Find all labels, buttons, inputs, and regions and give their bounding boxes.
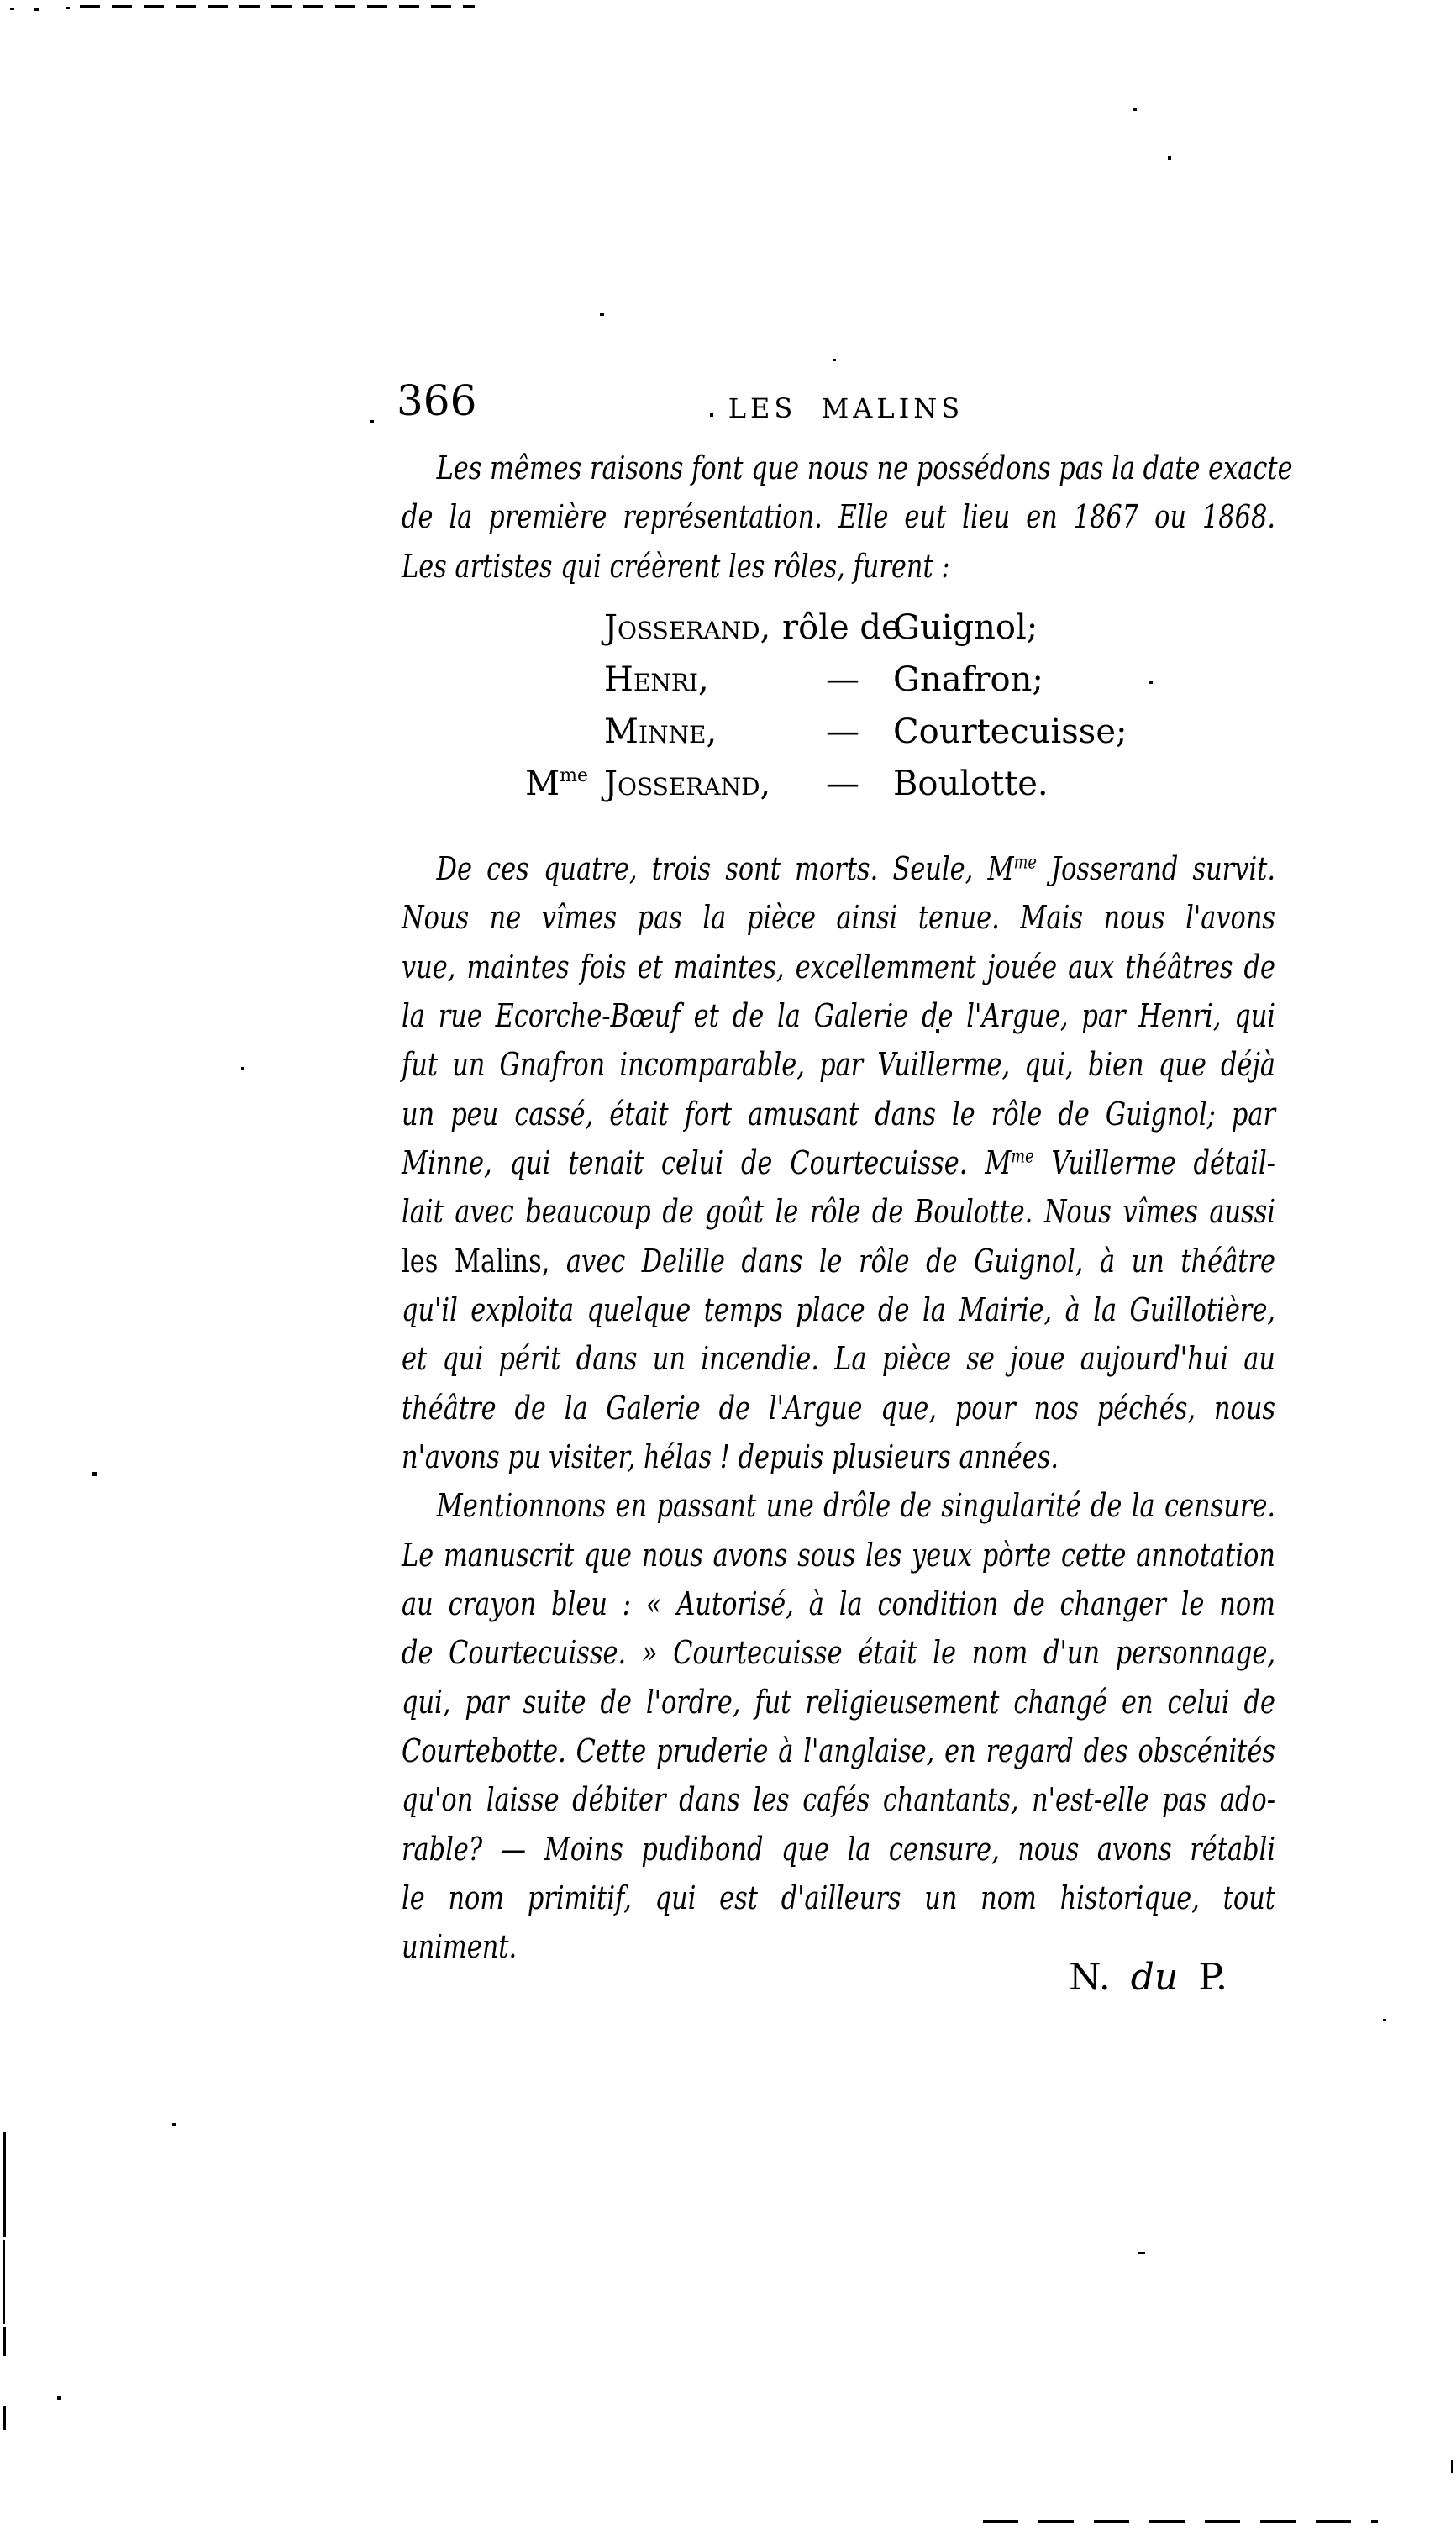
cast-separator: — — [826, 765, 859, 803]
text-line: Mentionnons en passant une drôle de singularité de la censure. — [436, 1487, 1275, 1525]
signature-terminal: P. — [1198, 1956, 1227, 1999]
text-line: qu'on laisse débiter dans les cafés chantants, n'est-elle pas ado- — [402, 1781, 1275, 1819]
cast-prefix — [496, 602, 597, 654]
text-line: Le manuscrit que nous avons sous les yeux pòrte cette annotation — [402, 1536, 1275, 1574]
scan-speck — [600, 313, 604, 316]
text-line: vue, maintes fois et maintes, excellemment jouée aux théâtres de — [402, 948, 1275, 985]
cast-actor: Josserand, — [604, 608, 771, 647]
cast-prefix — [496, 654, 597, 706]
text-line: de Courtecuisse. » Courtecuisse était le nom d'un personnage, — [402, 1634, 1275, 1672]
scan-speck — [34, 8, 39, 11]
scan-speck — [172, 2123, 176, 2126]
cast-prefix: $M^{me}$ — [525, 765, 588, 803]
text-line: n'avons pu visiter, hélas ! depuis plusieurs années. — [402, 1437, 1059, 1475]
scan-speck — [370, 420, 374, 423]
cast-prefix — [496, 706, 597, 758]
text-line: la rue Ecorche-Bœuf et de la Galerie de l'Argue, par Henri, qui — [402, 996, 1275, 1034]
text-line: le nom primitif, qui est d'ailleurs un nom historique, tout — [402, 1879, 1275, 1916]
scan-speck — [833, 359, 836, 361]
scan-dashed-line-top — [80, 5, 475, 8]
text-line: au crayon bleu : « Autorisé, à la condition de changer le nom — [402, 1585, 1275, 1622]
scan-speck — [92, 1472, 97, 1476]
cast-actor: Henri, — [604, 660, 709, 699]
text-line: et qui périt dans un incendie. La pièce se joue aujourd'hui au — [402, 1340, 1275, 1378]
scan-speck — [1168, 156, 1171, 160]
scan-speck — [57, 2396, 61, 2400]
text-line: Les artistes qui créèrent les rôles, furent : — [402, 547, 950, 585]
page-number: 366 — [397, 376, 477, 425]
intro-paragraph — [402, 444, 1293, 591]
scan-speck — [66, 7, 70, 9]
scan-line-left — [3, 2132, 6, 2237]
scan-speck — [1133, 108, 1137, 111]
cast-separator: rôle de — [782, 608, 901, 647]
text-line: qui, par suite de l'ordre, fut religieusement changé en celui de — [402, 1683, 1275, 1721]
scan-tick-right — [1451, 2460, 1453, 2473]
cast-role: Courtecuisse; — [893, 712, 1127, 751]
cast-separator: — — [826, 660, 859, 699]
text-line: Les mêmes raisons font que nous ne possédons pas la date exacte — [436, 449, 1293, 486]
text-line: qu'il exploita quelque temps place de la Mairie, à la Guillotière, — [402, 1290, 1275, 1328]
author-signature — [1069, 1958, 1227, 1998]
cast-actor: Josserand, — [604, 765, 771, 803]
madame-superscript: me — [560, 765, 588, 786]
text-line: Minne, qui tenait celui de Courtecuisse. $M^{me}$ Vuillerme détail- — [402, 1143, 1275, 1181]
cast-role: Gnafron; — [893, 660, 1043, 699]
text-line: Courtebotte. Cette pruderie à l'anglaise, en regard des obscénités — [402, 1732, 1275, 1769]
scan-line-left — [3, 2406, 6, 2430]
signature-particle: du — [1130, 1956, 1179, 1999]
play-title: les Malins, — [402, 1242, 550, 1280]
text-line: théâtre de la Galerie de l'Argue que, pour nos péchés, nous — [402, 1389, 1275, 1427]
signature-initial: N. — [1069, 1956, 1111, 1999]
text-line: les Malins, avec Delille dans le rôle de Guignol, à un théâtre — [402, 1242, 1275, 1280]
scan-speck — [1383, 2019, 1386, 2021]
main-text — [402, 844, 1275, 1972]
scan-speck — [10, 8, 14, 10]
text-line: Nous ne vîmes pas la pièce ainsi tenue. Mais nous l'avons — [402, 899, 1275, 937]
cast-role: Guignol; — [893, 608, 1038, 647]
running-header: LES MALINS — [728, 392, 965, 424]
madame-superscript: me — [1011, 1146, 1034, 1168]
scan-line-left — [3, 2327, 6, 2356]
text-line: uniment. — [402, 1928, 518, 1966]
scan-speck — [1149, 681, 1153, 684]
scan-speck — [241, 1067, 244, 1070]
cast-actor: Minne, — [604, 712, 717, 751]
text-line: lait avec beaucoup de goût le rôle de Boulotte. Nous vîmes aussi — [402, 1193, 1275, 1231]
text-line: fut un Gnafron incomparable, par Vuillerme, qui, bien que déjà — [402, 1046, 1275, 1084]
text-line: de la première représentation. Elle eut lieu en 1867 ou 1868. — [402, 498, 1275, 536]
madame-superscript: me — [1013, 852, 1037, 874]
scan-speck — [1138, 2252, 1145, 2254]
cast-separator: — — [826, 712, 859, 751]
scan-dashed-line-bottom — [983, 2520, 1378, 2523]
cast-role: Boulotte. — [893, 765, 1049, 803]
text-line: rable? — Moins pudibond que la censure, nous avons rétabli — [402, 1830, 1275, 1868]
text-line: De ces quatre, trois sont morts. Seule, $M^{me}$ Josserand survit. — [436, 850, 1275, 887]
text-line: un peu cassé, était fort amusant dans le rôle de Guignol; par — [402, 1095, 1275, 1133]
scan-line-left — [3, 2240, 5, 2324]
cast-list — [496, 602, 1127, 810]
